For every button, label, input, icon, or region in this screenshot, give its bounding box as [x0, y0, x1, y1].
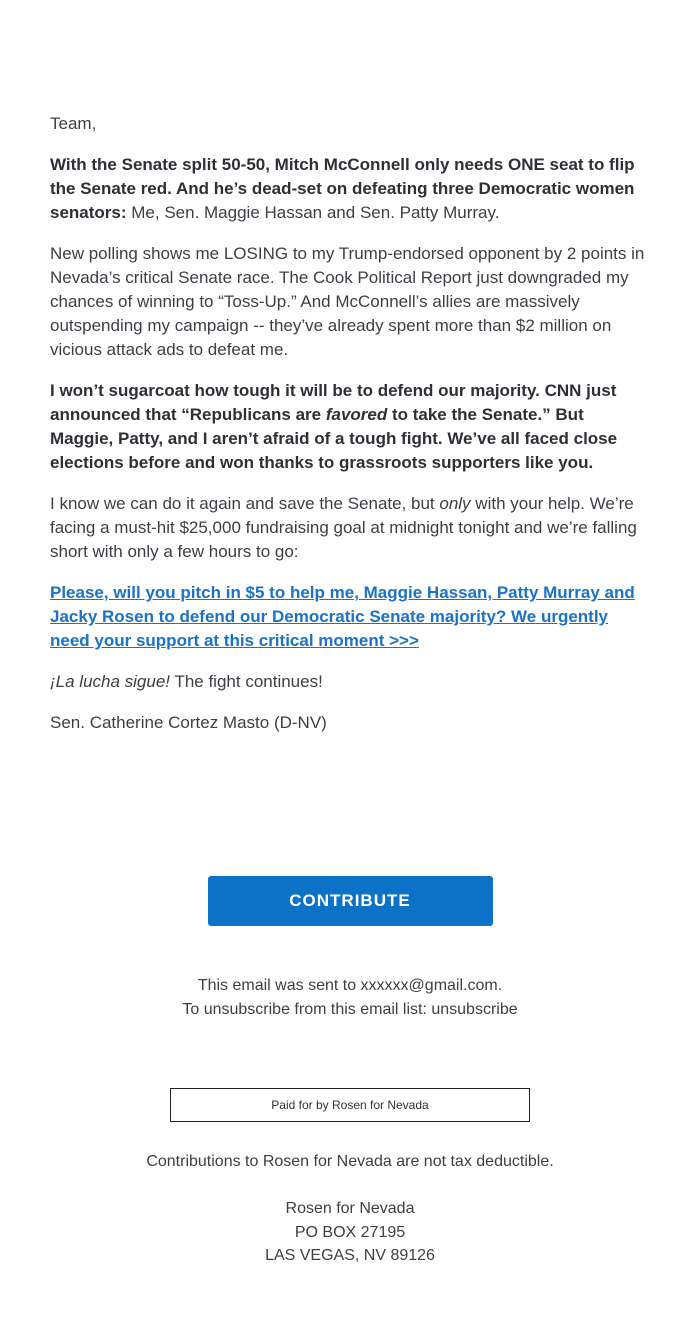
paragraph-polling: New polling shows me LOSING to my Trump-endorsed opponent by 2 points in Nevada’s critical Senate race. The Cook Political Report just downgraded my chances of winning to “Toss-Up.” And McConnell’s allies are massively outspending my campaign -- they’ve already spent more than $2 million on vicious attack ads to defeat me.	[50, 244, 645, 359]
signature: Sen. Catherine Cortez Masto (D-NV)	[50, 713, 327, 732]
donate-link[interactable]: Please, will you pitch in $5 to help me, Maggie Hassan, Patty Murray and Jacky Rosen to defend our Democratic Senate majority? We urgently need your support at this critical moment >>>	[50, 583, 635, 650]
address-po-box: PO BOX 27195	[294, 1223, 406, 1241]
email-body	[50, 112, 650, 752]
greeting: Team,	[50, 114, 97, 133]
paragraph-goal-part1: I know we can do it again and save the Senate, but	[50, 494, 440, 513]
donate-link-paragraph	[50, 581, 650, 653]
paragraph-goal-italic: only	[439, 494, 471, 513]
paragraph-majority-italic: favored	[325, 405, 388, 424]
paid-for-box: Paid for by Rosen for Nevada	[170, 1088, 530, 1122]
paragraph-goal-part2: with your help. We’re facing a must-hit $25,000 fundraising goal at midnight tonight and we’re falling short with only a few hours to go:	[50, 494, 637, 561]
closing-italic: ¡La lucha sigue!	[50, 672, 171, 691]
paragraph-majority	[50, 379, 650, 475]
contribute-button[interactable]: CONTRIBUTE	[208, 876, 493, 926]
paragraph-senate-split	[50, 153, 650, 225]
paragraph-majority-part2: to take the Senate.” But Maggie, Patty, and I aren’t afraid of a tough fight. We’ve all faced close elections before and won thanks to grassroots supporters like you.	[50, 405, 618, 472]
paragraph-majority-part1: I won’t sugarcoat how tough it will be to defend our majority. CNN just announced that “Republicans are	[50, 381, 617, 424]
closing-line	[50, 670, 650, 694]
address-city: LAS VEGAS, NV 89126	[265, 1247, 435, 1264]
closing-rest: The fight continues!	[170, 672, 323, 691]
paid-for-wrap	[0, 1088, 700, 1122]
tax-note: Contributions to Rosen for Nevada are not tax deductible.	[146, 1153, 554, 1170]
mailing-address	[0, 1197, 700, 1268]
address-org: Rosen for Nevada	[285, 1200, 415, 1217]
paragraph-senate-split-rest: Me, Sen. Maggie Hassan and Sen. Patty Murray.	[126, 203, 500, 222]
unsubscribe-link[interactable]: unsubscribe	[431, 1001, 518, 1018]
paragraph-senate-split-bold: With the Senate split 50-50, Mitch McConnell only needs ONE seat to flip the Senate red. And he’s dead-set on defeating three Democratic women senators:	[50, 155, 635, 222]
sent-to-line: This email was sent to xxxxxx@gmail.com.	[197, 977, 503, 994]
paragraph-goal	[50, 492, 650, 564]
contribute-button-wrap	[0, 876, 700, 926]
footer-info	[0, 974, 700, 1022]
unsubscribe-prefix: To unsubscribe from this email list:	[182, 1001, 432, 1018]
unsubscribe-line	[0, 998, 700, 1022]
